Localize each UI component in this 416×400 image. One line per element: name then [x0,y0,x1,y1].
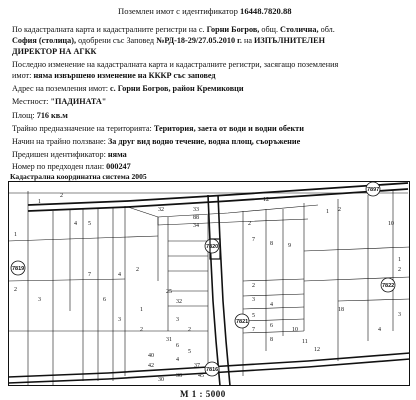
title-prefix: Поземлен имот с идентификатор [118,6,238,16]
parcel-number-label: 8 [270,241,273,247]
parcel-number-label: 1 [14,232,17,238]
parcel-number-label: 42 [148,363,154,369]
parcel-number-label: 4 [270,302,273,308]
parcel-number-label: 2 [14,287,17,293]
parcel-number-label: 32 [158,207,164,213]
prev-plan-row [12,162,131,172]
order-number: №РД-18-29/27.05.2010 г. [156,36,242,45]
register-text: обл. [320,25,335,34]
address-label: Адрес на поземления имот: [12,84,108,93]
parcel-number-label: 36 [176,373,182,379]
register-text: По кадастралната карта и кадастралните регистри на с. [12,25,205,34]
region-name: София (столица), [12,36,77,45]
register-line-3: ДИРЕКТОР НА АГКК [12,47,97,56]
parcel-number-label: 3 [176,317,179,323]
parcel-number-label: 2 [248,221,251,227]
parcel-number-label: 32 [176,299,182,305]
parcel-number-label: 2 [60,193,63,199]
parcel-number-label: 34 [193,223,199,229]
parcel-number-label: 4 [74,221,77,227]
parcel-number-label: 11 [302,339,308,345]
parcel-number-label: 6 [103,297,106,303]
parcel-number-label: 7 [252,327,255,333]
parcel-number-label: 10 [292,327,298,333]
village-name: Горни Богров, [206,25,260,34]
register-text: одобрени със Заповед [78,36,155,45]
parcel-number-label: 1 [398,257,401,263]
last-change-label: имот: [12,71,32,80]
address-row [12,84,244,94]
parcel-number-label: 12 [263,197,269,203]
purpose-label: Трайно предназначение на територията: [12,124,152,133]
parcel-number-label: 88 [193,215,199,221]
parcel-number-label: 25 [166,289,172,295]
coordinate-system-label: Кадастрална координатна система 2005 [10,172,147,181]
usage-label: Начин на трайно ползване: [12,137,106,146]
parcel-number-label: 37 [194,363,200,369]
parcel-number-label: 1 [326,209,329,215]
purpose-row [12,124,304,134]
parcel-number-label: 2 [140,327,143,333]
last-change-line-1: Последно изменение на кадастралната карта и кадастралните регистри, засягащо поземления [12,60,339,69]
area-value: 716 кв.м [36,111,68,120]
parcel-number-label: 3 [252,297,255,303]
parcel-number-label: 8 [270,337,273,343]
parcel-number-label: 5 [252,313,255,319]
parcel-number-label: 6 [270,323,273,329]
map-scale: М 1 : 5000 [180,389,226,399]
parcel-number-label: 31 [166,337,172,343]
prev-id-value: няма [107,150,127,159]
usage-row [12,137,300,147]
parcel-number-label: 3 [118,317,121,323]
parcel-number-label: 3 [398,312,401,318]
area-label: Площ: [12,111,35,120]
parcel-number-label: 18 [338,307,344,313]
register-line-1 [12,25,335,35]
register-text: общ. [261,25,278,34]
quarter-label-7822: 7822 [382,283,395,289]
parcel-number-label: 4 [176,357,179,363]
parcel-number-label: 7 [252,237,255,243]
last-change-line-2 [12,71,216,81]
parcel-number-label: 5 [188,349,191,355]
prev-id-row [12,150,127,160]
parcel-number-label: 1 [38,199,41,205]
parcel-number-label: 3 [38,297,41,303]
quarter-label-7820: 7820 [206,244,219,250]
cadastral-map-drawing [8,181,410,386]
parcel-number-label: 33 [193,207,199,213]
parcel-number-label: 2 [338,207,341,213]
parcel-number-label: 7 [88,272,91,278]
prev-plan-value: 000247 [106,162,131,171]
quarter-label-7897: 7897 [367,187,380,193]
municipality-name: Столична, [280,25,319,34]
parcel-number-label: 5 [88,221,91,227]
parcel-number-label: 4 [378,327,381,333]
quarter-label-7816: 7816 [206,367,219,373]
quarter-label-7821: 7821 [236,319,249,325]
parcel-number-label: 2 [136,267,139,273]
parcel-number-label: 4 [118,272,121,278]
document-title [118,6,292,16]
quarter-label-7819: 7819 [12,266,25,272]
parcel-number-label: 2 [188,327,191,333]
parcel-number-label: 40 [148,353,154,359]
register-text: на [243,36,252,45]
purpose-value: Територия, заета от води и водни обекти [153,124,304,133]
parcel-number-label: 2 [252,283,255,289]
address-value: с. Горни Богров, район Кремиковци [110,84,244,93]
property-identifier: 16448.7820.88 [240,6,292,16]
parcel-number-label: 2 [398,267,401,273]
parcel-number-label: 9 [288,243,291,249]
prev-id-label: Предишен идентификатор: [12,150,106,159]
cadastral-map [8,181,410,386]
parcel-number-label: 30 [158,377,164,383]
locality-value: "ПАДИНАТА" [50,97,107,106]
prev-plan-label: Номер по предходен план: [12,162,105,171]
last-change-value: няма извършено изменение на КККР със заповед [33,71,216,80]
parcel-number-label: 1 [140,307,143,313]
parcel-number-label: 10 [388,221,394,227]
parcel-number-label: 45 [198,373,204,379]
usage-value: За друг вид водно течение, водна площ, съоръжение [107,137,301,146]
parcel-number-label: 12 [314,347,320,353]
register-line-2 [12,36,325,46]
locality-row [12,97,106,107]
authority-name: ИЗПЪЛНИТЕЛЕН [254,36,325,45]
parcel-number-label: 6 [176,343,179,349]
area-row [12,111,68,121]
locality-label: Местност: [12,97,49,106]
